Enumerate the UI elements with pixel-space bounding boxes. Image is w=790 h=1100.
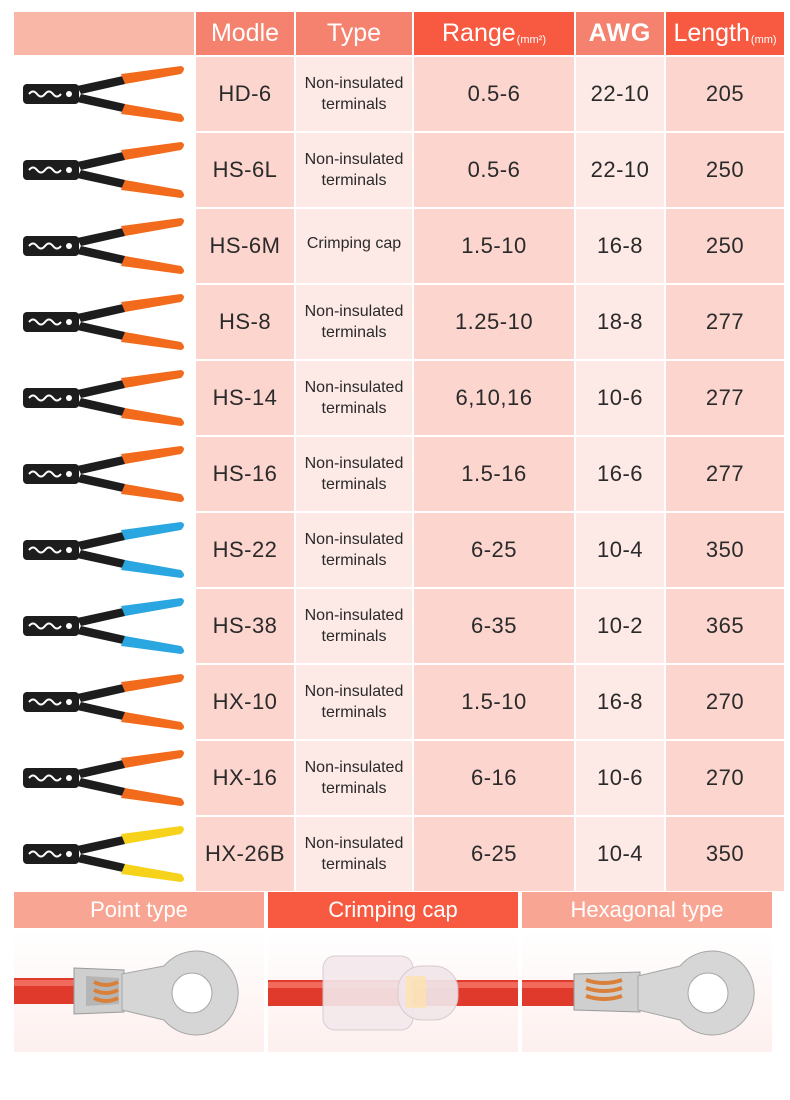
header-awg	[576, 12, 664, 57]
crimping-plier-icon	[19, 366, 189, 430]
cell-model: HX-26B	[196, 817, 294, 893]
cell-model: HS-14	[196, 361, 294, 437]
hex-terminal-image	[522, 930, 772, 1052]
header-length-unit: (mm)	[750, 33, 777, 46]
cell-range: 1.5-10	[414, 665, 574, 741]
cell-awg: 10-2	[576, 589, 664, 665]
header-model-label: Modle	[210, 19, 280, 47]
crimping-plier-icon	[19, 138, 189, 202]
cell-length: 277	[666, 437, 784, 513]
header-image-column	[14, 12, 194, 57]
hex-terminal-icon	[522, 930, 772, 1052]
cell-range: 1.25-10	[414, 285, 574, 361]
row-image	[14, 741, 194, 817]
row-image	[14, 361, 194, 437]
panel-point-type	[14, 892, 264, 1052]
cell-model: HS-22	[196, 513, 294, 589]
row-image	[14, 437, 194, 513]
panel-crimping-cap-title: Crimping cap	[268, 892, 518, 928]
crimping-plier-icon	[19, 518, 189, 582]
header-length-label: Length	[673, 19, 750, 47]
cell-awg: 10-6	[576, 741, 664, 817]
ring-terminal-icon	[14, 930, 264, 1052]
cell-range: 1.5-16	[414, 437, 574, 513]
header-type-label: Type	[326, 19, 382, 47]
crimp-cap-icon	[268, 930, 518, 1052]
cell-range: 6-35	[414, 589, 574, 665]
row-image	[14, 57, 194, 133]
cell-awg: 16-8	[576, 665, 664, 741]
cell-range: 6,10,16	[414, 361, 574, 437]
cell-length: 250	[666, 133, 784, 209]
header-range	[414, 12, 574, 57]
cell-length: 250	[666, 209, 784, 285]
row-image	[14, 665, 194, 741]
cell-awg: 10-6	[576, 361, 664, 437]
header-awg-label: AWG	[588, 19, 652, 47]
cell-awg: 16-8	[576, 209, 664, 285]
cell-range: 0.5-6	[414, 57, 574, 133]
cell-awg: 22-10	[576, 57, 664, 133]
cell-model: HS-6M	[196, 209, 294, 285]
cell-length: 205	[666, 57, 784, 133]
cell-range: 6-25	[414, 817, 574, 893]
cell-model: HD-6	[196, 57, 294, 133]
row-image	[14, 513, 194, 589]
cell-length: 270	[666, 665, 784, 741]
cell-model: HX-16	[196, 741, 294, 817]
cell-range: 0.5-6	[414, 133, 574, 209]
header-length	[666, 12, 784, 57]
panel-hexagonal-type	[522, 892, 772, 1052]
row-image	[14, 285, 194, 361]
row-image	[14, 209, 194, 285]
cell-type: Non-insulated terminals	[296, 817, 412, 893]
row-image	[14, 589, 194, 665]
cell-awg: 16-6	[576, 437, 664, 513]
cell-awg: 22-10	[576, 133, 664, 209]
cell-model: HS-38	[196, 589, 294, 665]
panel-point-type-title: Point type	[14, 892, 264, 928]
cell-type: Non-insulated terminals	[296, 589, 412, 665]
cell-length: 365	[666, 589, 784, 665]
panel-crimping-cap	[268, 892, 518, 1052]
header-model	[196, 12, 294, 57]
crimping-plier-icon	[19, 822, 189, 886]
cell-type: Crimping cap	[296, 209, 412, 285]
crimping-plier-icon	[19, 746, 189, 810]
ring-terminal-image	[14, 930, 264, 1052]
spec-table	[14, 12, 777, 893]
cell-type: Non-insulated terminals	[296, 741, 412, 817]
header-range-unit: (mm²)	[516, 33, 546, 46]
row-image	[14, 133, 194, 209]
cell-model: HX-10	[196, 665, 294, 741]
cell-model: HS-8	[196, 285, 294, 361]
crimping-plier-icon	[19, 442, 189, 506]
cell-awg: 18-8	[576, 285, 664, 361]
cell-length: 270	[666, 741, 784, 817]
header-type	[296, 12, 412, 57]
cell-length: 350	[666, 513, 784, 589]
cell-type: Non-insulated terminals	[296, 437, 412, 513]
cell-length: 277	[666, 285, 784, 361]
cell-type: Non-insulated terminals	[296, 57, 412, 133]
header-range-label: Range	[442, 19, 516, 47]
cell-model: HS-6L	[196, 133, 294, 209]
cell-length: 277	[666, 361, 784, 437]
crimp-cap-image	[268, 930, 518, 1052]
cell-type: Non-insulated terminals	[296, 133, 412, 209]
cell-range: 6-16	[414, 741, 574, 817]
cell-awg: 10-4	[576, 513, 664, 589]
cell-range: 1.5-10	[414, 209, 574, 285]
cell-model: HS-16	[196, 437, 294, 513]
cell-type: Non-insulated terminals	[296, 513, 412, 589]
panel-hexagonal-type-title: Hexagonal type	[522, 892, 772, 928]
cell-type: Non-insulated terminals	[296, 285, 412, 361]
cell-type: Non-insulated terminals	[296, 665, 412, 741]
crimping-plier-icon	[19, 62, 189, 126]
cell-type: Non-insulated terminals	[296, 361, 412, 437]
cell-length: 350	[666, 817, 784, 893]
crimping-plier-icon	[19, 290, 189, 354]
cell-awg: 10-4	[576, 817, 664, 893]
terminal-types	[14, 892, 774, 1052]
row-image	[14, 817, 194, 893]
cell-range: 6-25	[414, 513, 574, 589]
crimping-plier-icon	[19, 214, 189, 278]
crimping-plier-icon	[19, 594, 189, 658]
crimping-plier-icon	[19, 670, 189, 734]
